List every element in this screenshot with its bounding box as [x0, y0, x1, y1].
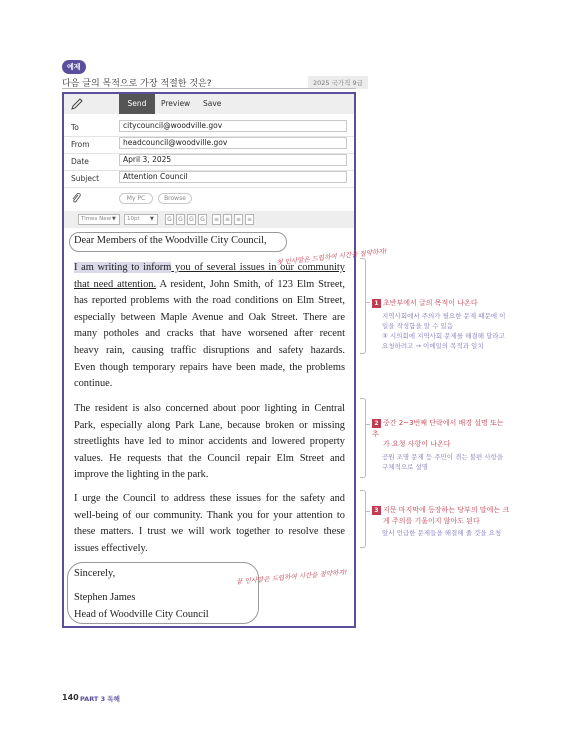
underlined-text: you of several issues in our community — [171, 262, 345, 273]
note-body-line: 구체적으로 설명 — [382, 462, 429, 471]
bracket-3 — [360, 490, 366, 548]
highlighted-purpose: I am writing to inform — [74, 262, 172, 273]
bracket-2 — [360, 398, 366, 478]
to-label: To — [71, 123, 79, 132]
handwritten-note-greeting: 첫 인사말은 드립하여 시간을 절약하자! — [275, 247, 388, 267]
text-line — [74, 260, 345, 277]
email-window — [62, 92, 388, 628]
underlined-text: that need attention. — [74, 278, 157, 290]
italic-button[interactable]: G — [176, 214, 185, 225]
field-divider — [64, 187, 354, 188]
text-line: improve the lighting in the park. — [74, 469, 209, 480]
note-body-line: 앞서 언급한 문제들을 해결해 줄 것을 요청 — [382, 529, 502, 537]
question-divider — [62, 88, 356, 89]
text-line — [74, 277, 345, 294]
paragraph-1 — [74, 260, 345, 376]
paragraph-3 — [74, 491, 345, 541]
format-toolbar — [64, 211, 354, 228]
note-body-line: 요청하려고 → 이메일의 목적과 일치 — [382, 341, 484, 350]
page-number: 140 — [62, 693, 79, 702]
date-field[interactable]: April 3, 2025 — [119, 154, 347, 166]
bracket-tip — [366, 511, 370, 512]
handwritten-note-closing: 끝 인사말은 드립하여 시간을 절약하자! — [235, 568, 348, 586]
text-line: many potholes and cracks that have worsened after recent — [74, 328, 345, 340]
note-body — [372, 528, 512, 538]
note-heading-text: 초반부에서 글의 목적이 나온다 — [383, 299, 478, 307]
note-heading — [372, 505, 512, 526]
text-line: well-being of our community. Thank you for your attention to — [74, 509, 345, 521]
from-field[interactable]: headcouncil@woodville.gov — [119, 137, 347, 149]
paragraph-1-end — [74, 376, 345, 393]
text-line: heavy rain, causing traffic disruptions and safety hazards. — [74, 344, 345, 356]
note-body — [372, 311, 512, 351]
text-span: A resident, John Smith, of 123 Elm Street, — [156, 278, 345, 290]
note-heading-text: 가 요청 사항이 나온다 — [383, 440, 451, 448]
note-number: 1 — [372, 299, 381, 308]
question-text: 다음 글의 목적으로 가장 적절한 것은? — [62, 79, 212, 89]
browse-button[interactable]: Browse — [158, 193, 192, 204]
text-line: The resident is also concerned about poor lighting in Central — [74, 403, 345, 414]
source-tag: 2025 국가직 9급 — [308, 76, 368, 89]
from-label: From — [71, 140, 90, 149]
note-heading — [372, 298, 512, 309]
font-select-value: Times New — [81, 216, 112, 222]
pencil-icon — [70, 97, 84, 111]
underline-button[interactable]: G — [187, 214, 196, 225]
greeting-line: Dear Members of the Woodville City Council, — [74, 235, 267, 246]
signer-title: Head of Woodville City Council — [74, 608, 209, 620]
note-2 — [372, 418, 512, 472]
signer-name: Stephen James — [74, 592, 136, 603]
preview-button[interactable]: Preview — [161, 99, 191, 108]
paragraph-2 — [74, 401, 345, 467]
text-line: Park, especially along Park Lane, because broken or missing — [74, 419, 345, 431]
subject-field[interactable]: Attention Council — [119, 171, 347, 183]
size-select-value: 10pt — [127, 216, 140, 222]
to-field[interactable]: citycouncil@woodville.gov — [119, 120, 347, 132]
note-body-line: 공원 조명 문제 등 주민이 겪는 불편 사항을 — [382, 452, 504, 461]
note-heading-text: 지문 마지막에 등장하는 당부의 말에는 크 — [383, 506, 510, 514]
font-select[interactable] — [78, 214, 120, 225]
note-heading-text: 게 주의를 기울이지 않아도 된다 — [383, 516, 480, 525]
note-body-line: 일을 작성함을 알 수 있음 — [382, 321, 454, 330]
email-toolbar — [64, 94, 354, 114]
chevron-down-icon: ▼ — [150, 216, 154, 222]
note-3 — [372, 505, 512, 538]
bold-button[interactable]: G — [165, 214, 174, 225]
text-line: continue. — [74, 378, 113, 389]
save-button[interactable]: Save — [203, 99, 222, 108]
note-number: 2 — [372, 419, 381, 428]
example-badge: 예제 — [62, 60, 86, 74]
text-line: has reported problems with the road conditions on Elm Street, — [74, 295, 345, 307]
bracket-1 — [360, 258, 366, 354]
text-line: Even though temporary repairs have been made, the problems — [74, 361, 345, 373]
paperclip-icon — [70, 192, 82, 204]
note-heading-text: 중간 2~3번째 단락에서 배경 설명 또는 추 — [372, 419, 504, 438]
strike-button[interactable]: G — [198, 214, 207, 225]
paragraph-2-end — [74, 467, 345, 484]
paragraph-3-end — [74, 541, 345, 558]
date-label: Date — [71, 157, 89, 166]
bracket-tip — [366, 424, 370, 425]
align-right-button[interactable]: ≡ — [235, 216, 242, 223]
note-body-line: ③ 시의회에 지역사회 문제를 해결해 달라고 — [382, 331, 505, 340]
bracket-tip — [366, 302, 370, 303]
subject-label: Subject — [71, 174, 100, 183]
signature — [74, 590, 345, 623]
size-select[interactable] — [124, 214, 158, 225]
note-heading — [372, 418, 512, 450]
text-line: especially between Maple Avenue and Oak Street. There are — [74, 311, 345, 323]
send-button[interactable]: Send — [119, 94, 155, 114]
sincerely: Sincerely, — [74, 568, 116, 579]
note-1 — [372, 298, 512, 351]
note-body — [372, 452, 512, 472]
text-line: I urge the Council to address these issues for the safety and — [74, 493, 345, 504]
text-line: these matters. I trust we will work together to resolve these — [74, 526, 345, 538]
greeting — [74, 233, 345, 250]
note-body-line: 지역사회에서 주의가 필요한 문제 때문에 이 — [382, 311, 506, 320]
text-line: values. He requests that the Council repair Elm Street and — [74, 452, 345, 464]
align-justify-button[interactable]: ≡ — [246, 216, 253, 223]
my-pc-button[interactable]: My PC — [119, 193, 153, 204]
align-left-button[interactable]: ≡ — [213, 216, 220, 223]
align-center-button[interactable]: ≡ — [224, 216, 231, 223]
chevron-down-icon: ▼ — [112, 216, 116, 222]
note-number: 3 — [372, 506, 381, 515]
part-label: PART 3 독해 — [80, 695, 120, 703]
text-line: streetlights have led to minor accidents and lowered property — [74, 436, 345, 448]
text-line: issues effectively. — [74, 543, 148, 554]
